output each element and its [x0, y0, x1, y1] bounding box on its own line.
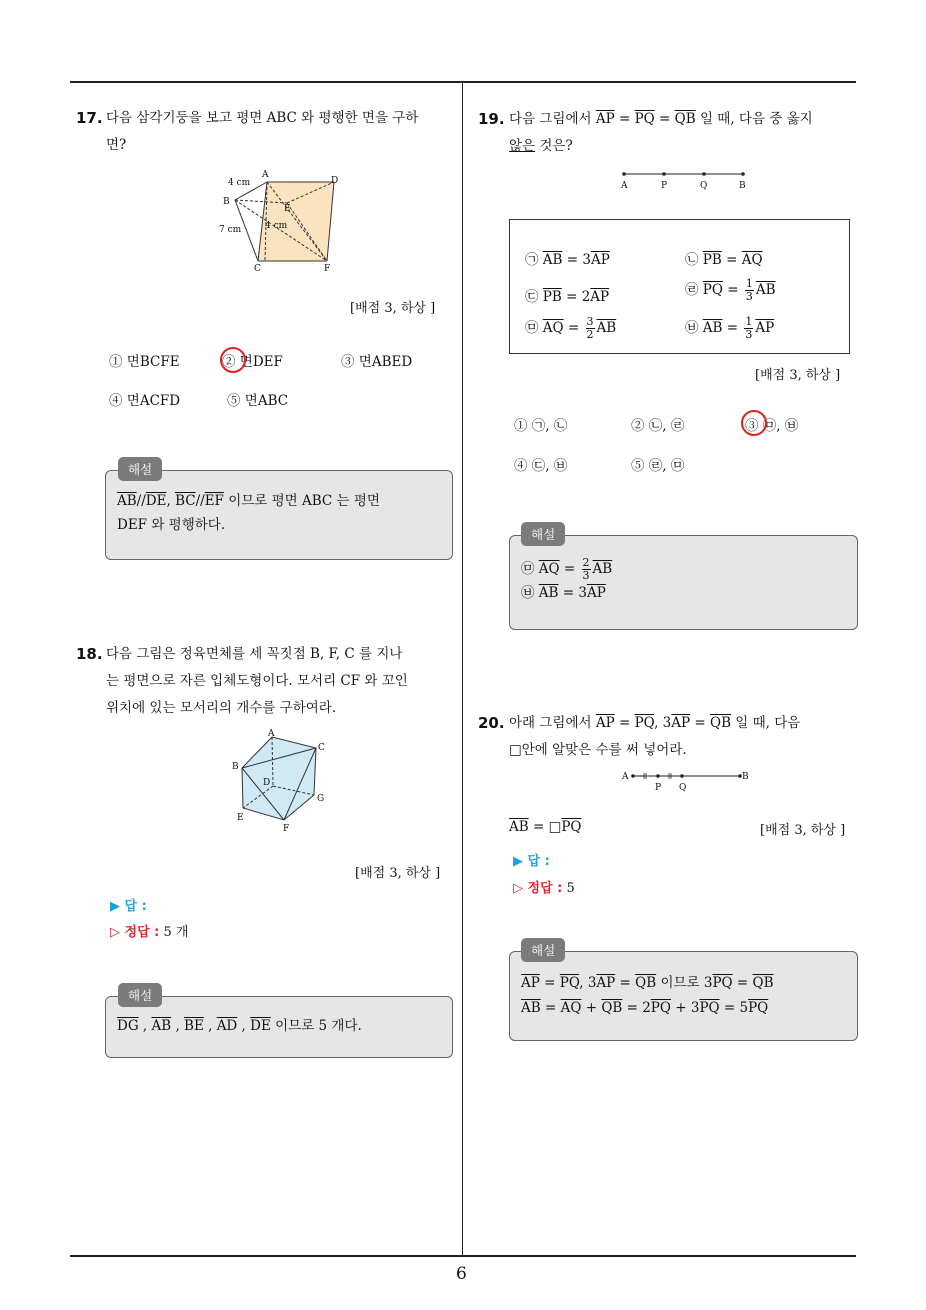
label-e: E: [237, 813, 244, 823]
bottom-rule: [70, 1255, 856, 1257]
question-text: 아래 그림에서 $\overline{AP} = \overline{PQ}$, $3\overline{AP} = \overline{QB}$ 일 때, 다음 □안에 알맞은 수를 써 넣어라.: [509, 715, 801, 758]
label-p: P: [655, 783, 662, 793]
solution-tag: 해설: [118, 457, 162, 481]
question-number: 20.: [478, 714, 505, 732]
label-f: F: [283, 824, 290, 834]
choice-4[interactable]: ④ ㉢, ㉥: [514, 458, 568, 474]
label-d: D: [263, 778, 271, 788]
choice-2[interactable]: ② 면DEF: [222, 354, 283, 370]
selected-answer-mark: [220, 347, 246, 373]
correct-value: 5 개: [163, 925, 189, 940]
question-text: 다음 삼각기둥을 보고 평면 ABC 와 평행한 면을 구하 면?: [106, 110, 419, 153]
correct-label: ▷ 정답 :: [110, 925, 160, 940]
selected-answer-mark: [741, 410, 767, 436]
label-b: B: [742, 772, 749, 782]
solution-text: [521, 971, 851, 1021]
solution-line: ㉥ $\overline{AB} = 3\overline{AP}$: [521, 585, 606, 601]
score-label: [배점 3, 하상 ]: [755, 368, 841, 383]
choice-5[interactable]: ⑤ ㉣, ㉤: [631, 458, 685, 474]
label-c: C: [254, 264, 261, 274]
question-number: 19.: [478, 110, 505, 128]
correct-label: ▷ 정답 :: [513, 881, 563, 896]
statement-g: ㉠ $\overline{AB} = 3\overline{AP}$: [525, 252, 610, 268]
page-number: 6: [456, 1264, 467, 1284]
statement-d: ㉢ $\overline{PB} = 2\overline{AP}$: [525, 289, 610, 305]
solution-line: $\overline{AB} = \overline{AQ} + \overline{QB} = 2\overline{PQ} + 3\overline{PQ} = 5\overline{PQ}$: [521, 1000, 769, 1016]
statement-m: ㉤ $\overline{AQ}$ = $\frac{3}{2}$ $\overline{AB}$: [525, 315, 617, 341]
label-b: B: [232, 762, 239, 772]
length-label: 4 cm: [265, 221, 288, 231]
length-label: 7 cm: [219, 225, 242, 235]
label-b: B: [223, 197, 230, 207]
score-label: [배점 3, 하상 ]: [760, 823, 846, 838]
cut-cube-figure: [228, 728, 343, 838]
correct-answer-row: [513, 877, 575, 896]
answer-label: ▶ 답 :: [110, 899, 147, 914]
solution-text: [521, 557, 851, 605]
solution-tag: 해설: [521, 522, 565, 546]
question-text: 다음 그림은 정육면체를 세 꼭짓점 B, F, C 를 지나 는 평면으로 자른 입체도형이다. 모서리 CF 와 꼬인 위치에 있는 모서리의 개수를 구하여라.: [106, 646, 408, 716]
label-p: P: [661, 181, 668, 191]
choice-1[interactable]: ① 면BCFE: [109, 354, 180, 370]
choice-1[interactable]: ① ㉠, ㉡: [514, 418, 568, 434]
column-divider: [462, 81, 463, 1256]
statement-n: ㉡ $\overline{PB} = \overline{AQ}$: [685, 252, 763, 268]
label-a: A: [268, 729, 275, 739]
label-f: F: [324, 264, 331, 274]
solution-line: ㉤ $\overline{AQ}$ = $\frac{2}{3}$ $\overline{AB}$: [521, 556, 613, 582]
label-q: Q: [700, 181, 708, 191]
question-number: 17.: [76, 109, 103, 127]
answer-label: ▶ 답 :: [513, 854, 550, 869]
choice-4[interactable]: ④ 면ACFD: [109, 393, 181, 409]
solution-text: $\overline{DG}$ , $\overline{AB}$ , $\overline{BE}$ , $\overline{AD}$ , $\overline{DE}$ 이므로 5 개다.: [117, 1018, 362, 1034]
choice-2[interactable]: ② ㉡, ㉣: [631, 418, 685, 434]
score-label: [배점 3, 하상 ]: [355, 866, 441, 881]
statements-box: [509, 219, 850, 354]
segment-figure: [618, 768, 753, 796]
label-a: A: [622, 772, 629, 782]
segment-figure: [615, 166, 755, 194]
triangular-prism-figure: [210, 165, 360, 275]
top-rule: [70, 81, 856, 83]
label-e: E: [284, 204, 291, 214]
statement-r: ㉣ $\overline{PQ}$ = $\frac{1}{3}$ $\overline{AB}$: [685, 277, 776, 303]
correct-answer-row: [110, 921, 188, 940]
label-a: A: [262, 170, 269, 180]
statement-b: ㉥ $\overline{AB}$ = $\frac{1}{3}$ $\overline{AP}$: [685, 315, 775, 341]
solution-tag: 해설: [118, 983, 162, 1007]
question-text: 다음 그림에서 $\overline{AP} = \overline{PQ} = \overline{QB}$ 일 때, 다음 중 옳지 않은 것은?: [509, 111, 813, 154]
correct-value: 5: [566, 881, 575, 896]
choice-3[interactable]: ③ 면ABED: [341, 354, 413, 370]
choice-3[interactable]: ③ ㉤, ㉥: [745, 418, 799, 434]
label-a: A: [621, 181, 628, 191]
solution-line: $\overline{AP} = \overline{PQ}$, $3\overline{AP} = \overline{QB}$ 이므로 $3\overline{PQ} = \overline{QB}$: [521, 975, 774, 991]
label-q: Q: [679, 783, 687, 793]
solution-text: $\overline{AB}//\overline{DE}$, $\overline{BC}//\overline{EF}$ 이므로 평면 ABC 는 평면 DEF 와 평행하다.: [117, 493, 380, 533]
choice-5[interactable]: ⑤ 면ABC: [227, 393, 289, 409]
label-d: D: [331, 176, 339, 186]
score-label: [배점 3, 하상 ]: [350, 301, 436, 316]
label-g: G: [317, 794, 325, 804]
label-b: B: [739, 181, 746, 191]
question-number: 18.: [76, 645, 103, 663]
equation-blank[interactable]: $\overline{AB}$ = $□\overline{PQ}$: [509, 819, 582, 835]
label-c: C: [318, 743, 325, 753]
length-label: 4 cm: [228, 178, 251, 188]
solution-tag: 해설: [521, 938, 565, 962]
